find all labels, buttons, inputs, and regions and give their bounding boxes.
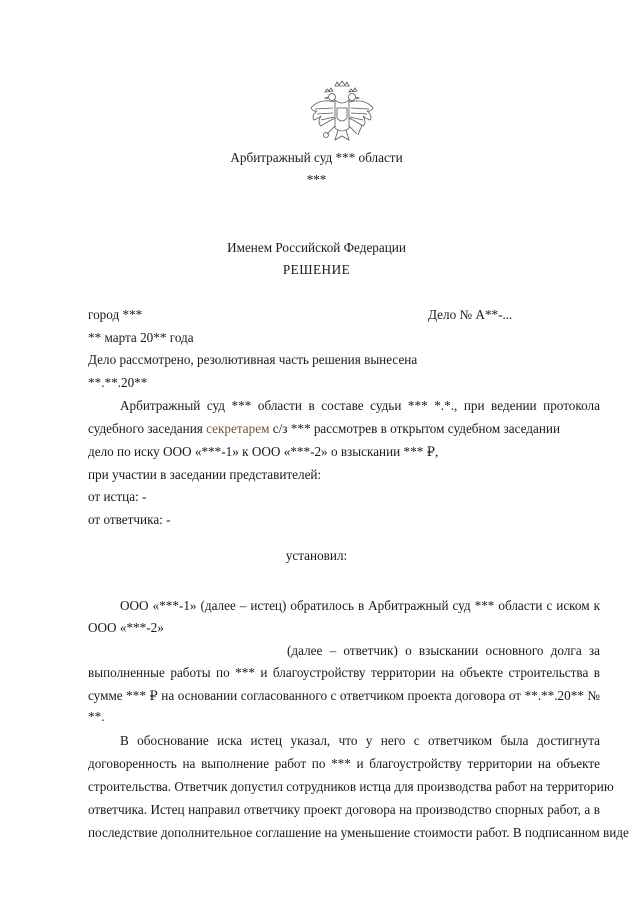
paragraph-1-line-1: ООО «***-1» (далее – истец) обратилось в Арбитражный суд *** области с иском к <box>120 598 600 613</box>
paragraph-2-line-2: выполненные работы по *** и благоустройству территории на объекте строительства в <box>88 665 600 680</box>
in-the-name-heading: Именем Российской Федерации <box>227 240 406 255</box>
established-heading: установил: <box>285 548 348 563</box>
court-address: *** <box>306 172 327 187</box>
intro-line-2 <box>88 421 600 437</box>
intro-line-2-before: судебного заседания <box>88 421 207 436</box>
intro-line-1: Арбитражный суд *** области в составе судьи *** *.*., при ведении протокола <box>120 398 600 413</box>
paragraph-2-line-3: сумме *** ₽ на основании согласованного с ответчиком проекта договора от **.**.20** № <box>88 688 600 703</box>
paragraph-2-line-4: **. <box>88 709 105 724</box>
intro-line-4: при участии в заседании представителей: <box>88 467 322 482</box>
decision-date: ** марта 20** года <box>88 330 194 345</box>
plaintiff-representative: от истца: - <box>88 489 147 504</box>
court-name: Арбитражный суд *** области <box>230 150 403 165</box>
paragraph-2-line-1: (далее – ответчик) о взыскании основного долга за <box>287 643 600 658</box>
considered-note: Дело рассмотрено, резолютивная часть решения вынесена <box>88 352 418 367</box>
case-number: Дело № А**-... <box>428 307 513 322</box>
resolution-date: **.**.20** <box>88 375 148 390</box>
intro-line-3: дело по иску ООО «***-1» к ООО «***-2» о взыскании *** ₽, <box>88 444 439 459</box>
paragraph-3-line-2: договоренность на выполнение работ по *** и благоустройству территории на объекте <box>88 756 600 771</box>
paragraph-3-line-1: В обоснование иска истец указал, что у него с ответчиком была достигнута <box>120 733 600 748</box>
paragraph-3-line-3: строительства. Ответчик допустил сотрудников истца для производства работ на территорию <box>88 779 614 794</box>
paragraph-3-line-5: последствие дополнительное соглашение на уменьшение стоимости работ. В подписанном виде <box>88 825 629 840</box>
city: город *** <box>88 307 143 322</box>
highlighted-word: секретарем <box>206 421 270 436</box>
paragraph-1-line-2: ООО «***-2» <box>88 620 164 635</box>
paragraph-3-line-4: ответчика. Истец направил ответчику проект договора на производство спорных работ, а в <box>88 802 600 817</box>
russian-coat-of-arms-icon <box>305 78 379 148</box>
document-type-title: РЕШЕНИЕ <box>282 262 351 277</box>
intro-line-2-after: с/з *** рассмотрев в открытом судебном заседании <box>269 421 561 436</box>
defendant-representative: от ответчика: - <box>88 512 171 527</box>
